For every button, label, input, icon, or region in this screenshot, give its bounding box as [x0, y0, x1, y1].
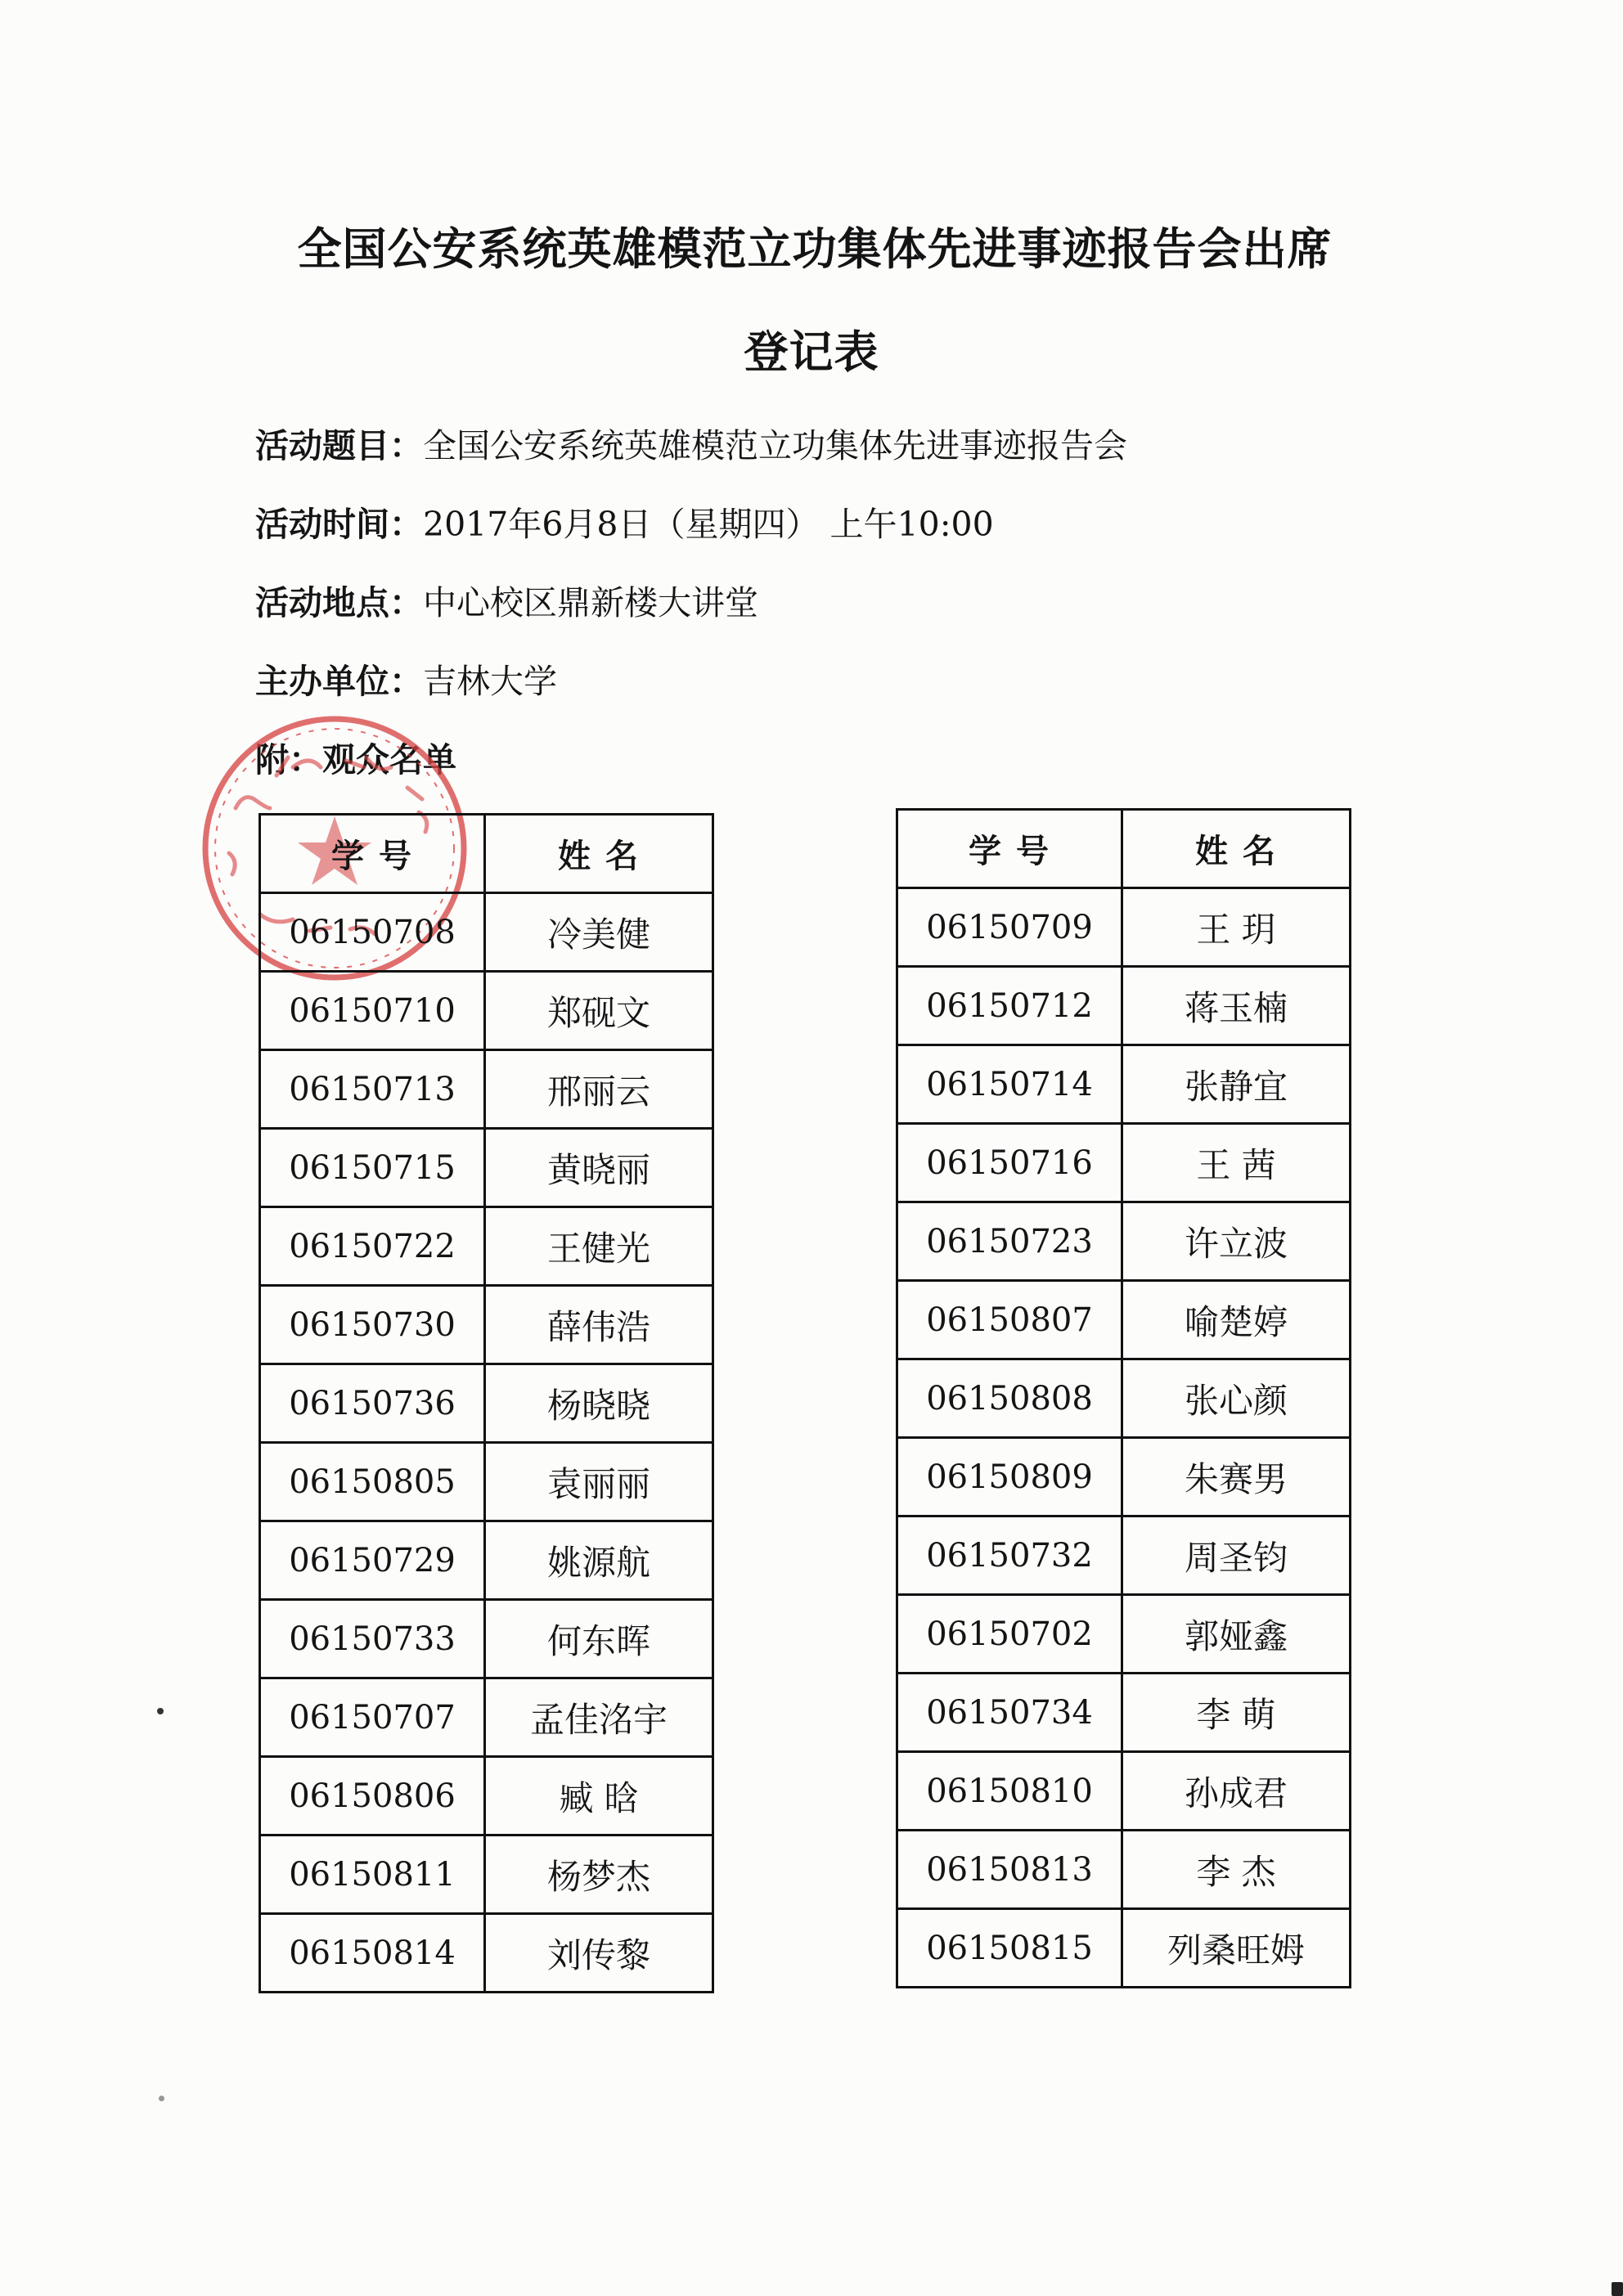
page-subtitle: 登记表 — [744, 326, 879, 378]
student-id: 06150722 — [260, 1207, 485, 1286]
student-id: 06150707 — [260, 1678, 485, 1757]
student-id: 06150712 — [897, 967, 1122, 1045]
info-organizer-value: 吉林大学 — [423, 662, 557, 701]
student-id: 06150716 — [897, 1124, 1122, 1202]
table-row — [897, 1516, 1351, 1595]
table-row — [260, 1914, 713, 1993]
table-row — [260, 1757, 713, 1835]
table-row — [897, 967, 1351, 1045]
student-id: 06150805 — [260, 1443, 485, 1521]
info-venue-label: 活动地点： — [255, 583, 423, 622]
student-name: 杨晓晓 — [485, 1364, 713, 1443]
student-name: 郑砚文 — [485, 972, 713, 1050]
student-id: 06150806 — [260, 1757, 485, 1835]
student-id: 06150709 — [897, 888, 1122, 967]
table-row — [897, 1202, 1351, 1281]
student-name: 李 杰 — [1122, 1831, 1351, 1909]
info-venue-value: 中心校区鼎新楼大讲堂 — [423, 583, 758, 622]
info-topic-label: 活动题目： — [255, 426, 423, 465]
student-name: 张静宜 — [1122, 1045, 1351, 1124]
student-name: 杨梦杰 — [485, 1835, 713, 1914]
table-header-row — [260, 815, 713, 893]
student-name: 孙成君 — [1122, 1752, 1351, 1831]
student-name: 王健光 — [485, 1207, 713, 1286]
table-row — [897, 1674, 1351, 1752]
student-name: 列桑旺姆 — [1122, 1909, 1351, 1988]
student-name: 喻楚婷 — [1122, 1281, 1351, 1359]
table-row — [260, 1678, 713, 1757]
header-student-id: 学 号 — [897, 810, 1122, 888]
table-row — [897, 1359, 1351, 1438]
table-row — [897, 1595, 1351, 1674]
info-organizer-label: 主办单位： — [255, 662, 423, 701]
student-id: 06150807 — [897, 1281, 1122, 1359]
table-row — [897, 1752, 1351, 1831]
info-attachment-value: 观众名单 — [322, 740, 456, 780]
student-id: 06150814 — [260, 1914, 485, 1993]
student-id: 06150809 — [897, 1438, 1122, 1516]
student-id: 06150811 — [260, 1835, 485, 1914]
student-name: 臧 晗 — [485, 1757, 713, 1835]
student-id: 06150732 — [897, 1516, 1122, 1595]
student-id: 06150723 — [897, 1202, 1122, 1281]
student-id: 06150708 — [260, 893, 485, 972]
student-id: 06150710 — [260, 972, 485, 1050]
student-name: 蒋玉楠 — [1122, 967, 1351, 1045]
table-row — [897, 1045, 1351, 1124]
student-name: 何东晖 — [485, 1600, 713, 1678]
student-id: 06150729 — [260, 1521, 485, 1600]
table-row — [260, 1443, 713, 1521]
table-row — [897, 1909, 1351, 1988]
header-name: 姓 名 — [1122, 810, 1351, 888]
student-id: 06150815 — [897, 1909, 1122, 1988]
attendee-table-right — [896, 808, 1351, 1988]
student-name: 王 玥 — [1122, 888, 1351, 967]
info-venue — [255, 576, 758, 624]
table-row — [260, 1521, 713, 1600]
info-time-label: 活动时间： — [255, 505, 423, 544]
table-row — [260, 1050, 713, 1129]
header-student-id: 学 号 — [260, 815, 485, 893]
student-name: 许立波 — [1122, 1202, 1351, 1281]
table-row — [897, 1438, 1351, 1516]
table-row — [260, 1364, 713, 1443]
info-topic-value: 全国公安系统英雄模范立功集体先进事迹报告会 — [423, 426, 1127, 465]
student-name: 张心颜 — [1122, 1359, 1351, 1438]
student-id: 06150733 — [260, 1600, 485, 1678]
table-row — [897, 888, 1351, 967]
scan-speck — [159, 2096, 164, 2101]
table-row — [260, 972, 713, 1050]
info-attachment-label: 附： — [255, 740, 322, 780]
header-name: 姓 名 — [485, 815, 713, 893]
student-id: 06150702 — [897, 1595, 1122, 1674]
table-row — [260, 1600, 713, 1678]
student-id: 06150736 — [260, 1364, 485, 1443]
student-id: 06150714 — [897, 1045, 1122, 1124]
student-id: 06150813 — [897, 1831, 1122, 1909]
table-row — [897, 1831, 1351, 1909]
student-id: 06150730 — [260, 1286, 485, 1364]
info-time — [255, 497, 994, 546]
student-name: 黄晓丽 — [485, 1129, 713, 1207]
student-name: 薛伟浩 — [485, 1286, 713, 1364]
student-id: 06150713 — [260, 1050, 485, 1129]
student-name: 李 萌 — [1122, 1674, 1351, 1752]
student-name: 孟佳洺宇 — [485, 1678, 713, 1757]
student-name: 邢丽云 — [485, 1050, 713, 1129]
scan-edge-mark — [1612, 2282, 1623, 2296]
table-row — [260, 1835, 713, 1914]
student-name: 袁丽丽 — [485, 1443, 713, 1521]
table-row — [260, 1207, 713, 1286]
student-id: 06150734 — [897, 1674, 1122, 1752]
info-organizer — [255, 654, 557, 703]
student-name: 刘传黎 — [485, 1914, 713, 1993]
info-time-value: 2017年6月8日（星期四） 上午10:00 — [423, 505, 994, 544]
student-name: 郭娅鑫 — [1122, 1595, 1351, 1674]
table-row — [897, 1124, 1351, 1202]
table-row — [260, 1286, 713, 1364]
student-name: 姚源航 — [485, 1521, 713, 1600]
student-name: 周圣钧 — [1122, 1516, 1351, 1595]
info-topic — [255, 419, 1127, 467]
student-id: 06150810 — [897, 1752, 1122, 1831]
student-name: 冷美健 — [485, 893, 713, 972]
table-row — [897, 1281, 1351, 1359]
page-title: 全国公安系统英雄模范立功集体先进事迹报告会出席 — [297, 223, 1333, 275]
student-id: 06150808 — [897, 1359, 1122, 1438]
student-name: 王 茜 — [1122, 1124, 1351, 1202]
table-row — [260, 893, 713, 972]
student-name: 朱赛男 — [1122, 1438, 1351, 1516]
scan-speck — [157, 1708, 164, 1714]
table-header-row — [897, 810, 1351, 888]
student-id: 06150715 — [260, 1129, 485, 1207]
table-row — [260, 1129, 713, 1207]
attendee-table-left — [259, 813, 714, 1993]
